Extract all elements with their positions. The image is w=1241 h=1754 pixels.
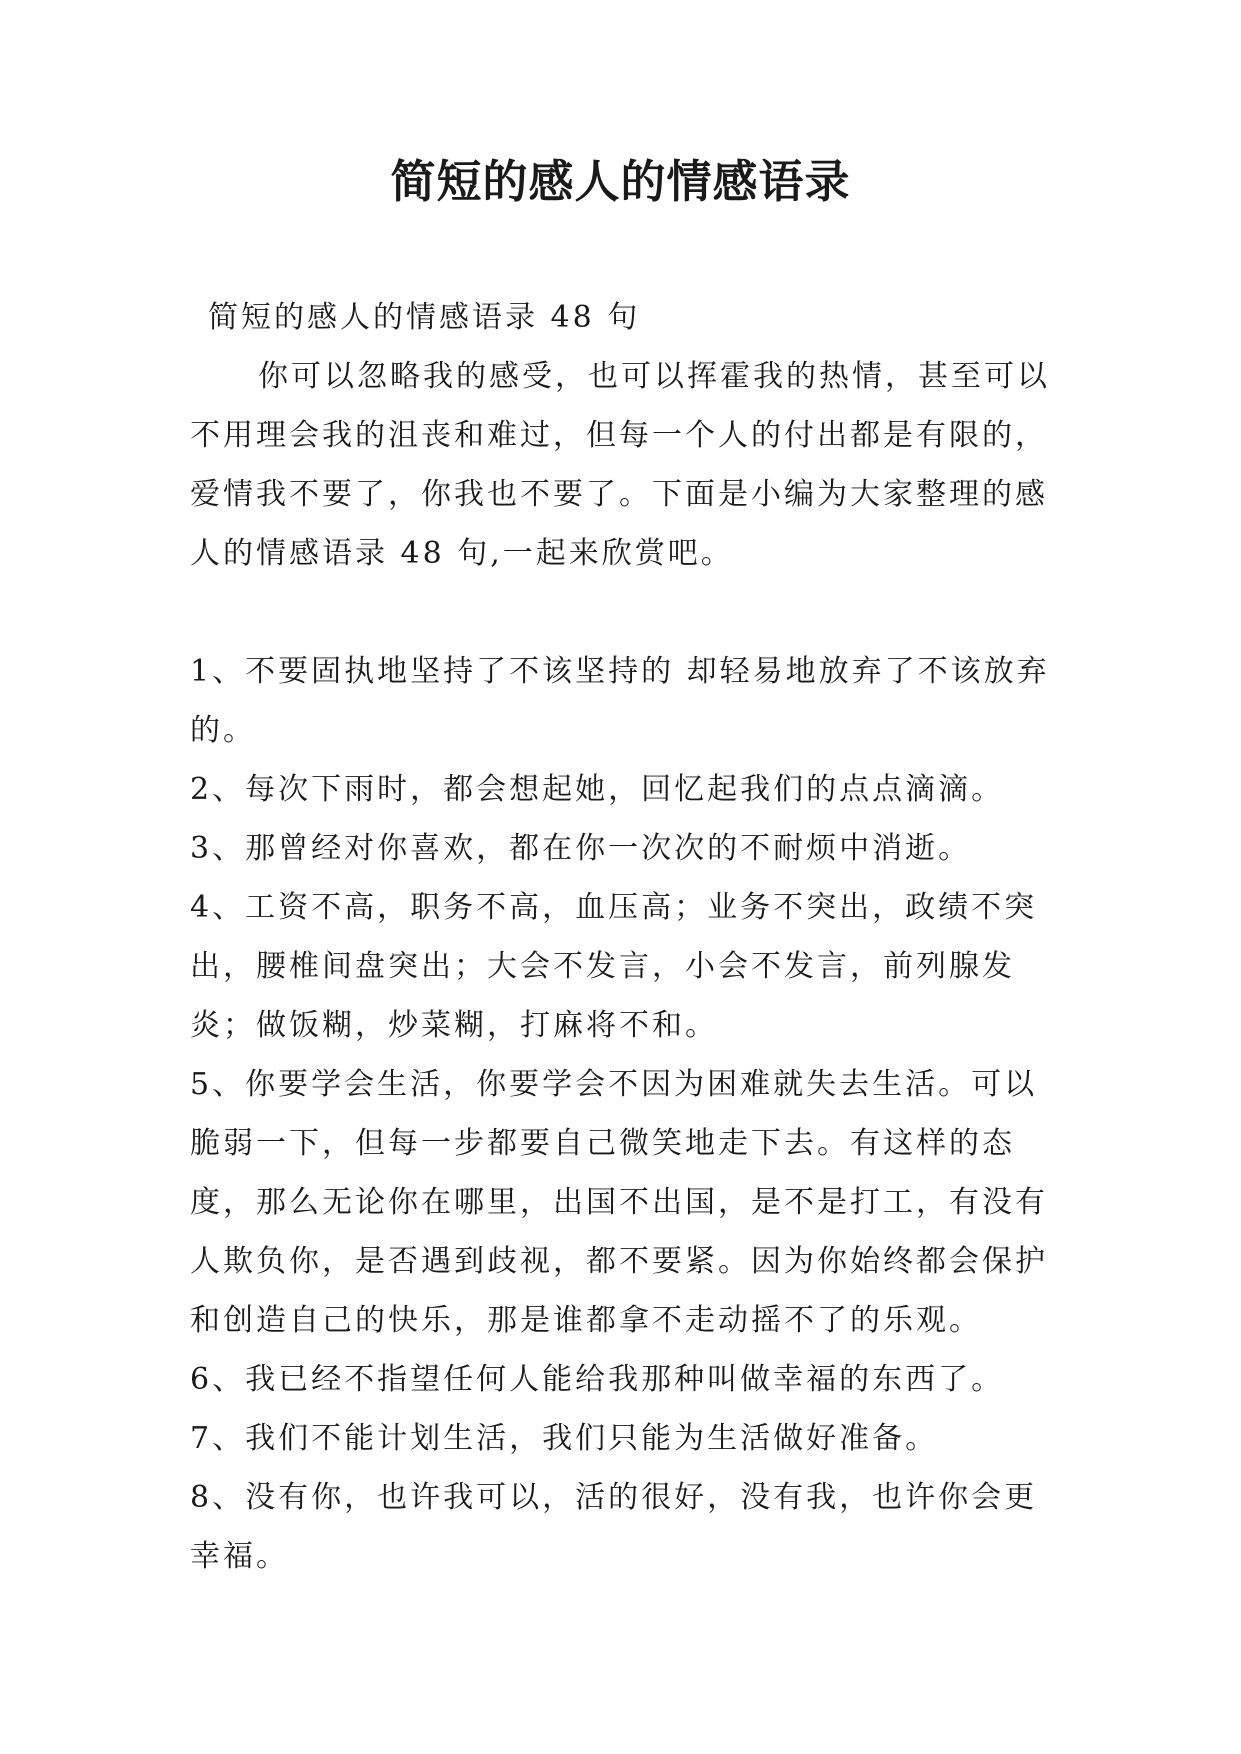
paragraph-spacer	[190, 583, 1060, 642]
intro-paragraph: 你可以忽略我的感受，也可以挥霍我的热情，甚至可以不用理会我的沮丧和难过，但每一个人的付出都是有限的，爱情我不要了，你我也不要了。下面是小编为大家整理的感人的情感语录 48 句,一起来欣赏吧。	[190, 359, 1050, 571]
quote-item-6: 6、我已经不指望任何人能给我那种叫做幸福的东西了。	[190, 1362, 1005, 1397]
quote-item-5: 5、你要学会生活，你要学会不因为困难就失去生活。可以脆弱一下，但每一步都要自己微笑地走下去。有这样的态度，那么无论你在哪里，出国不出国，是不是打工，有没有人欺负你，是否遇到歧视，都不要紧。因为你始终都会保护和创造自己的快乐，那是谁都拿不走动摇不了的乐观。	[190, 1067, 1048, 1338]
quote-item-2: 2、每次下雨时，都会想起她，回忆起我们的点点滴滴。	[190, 772, 1005, 807]
quote-item-8: 8、没有你，也许我可以，活的很好，没有我，也许你会更幸福。	[190, 1480, 1038, 1574]
quote-item-1: 1、不要固执地坚持了不该坚持的 却轻易地放弃了不该放弃的。	[190, 654, 1050, 748]
document-subtitle: 简短的感人的情感语录 48 句	[208, 300, 641, 335]
quote-item-4: 4、工资不高，职务不高，血压高；业务不突出，政绩不突出，腰椎间盘突出；大会不发言，小会不发言，前列腺发炎；做饭糊，炒菜糊，打麻将不和。	[190, 890, 1038, 1043]
quote-item-3: 3、那曾经对你喜欢，都在你一次次的不耐烦中消逝。	[190, 831, 972, 866]
document-body	[190, 288, 1060, 1586]
quote-item-7: 7、我们不能计划生活，我们只能为生活做好准备。	[190, 1421, 939, 1456]
document-title: 简短的感人的情感语录	[390, 155, 851, 208]
